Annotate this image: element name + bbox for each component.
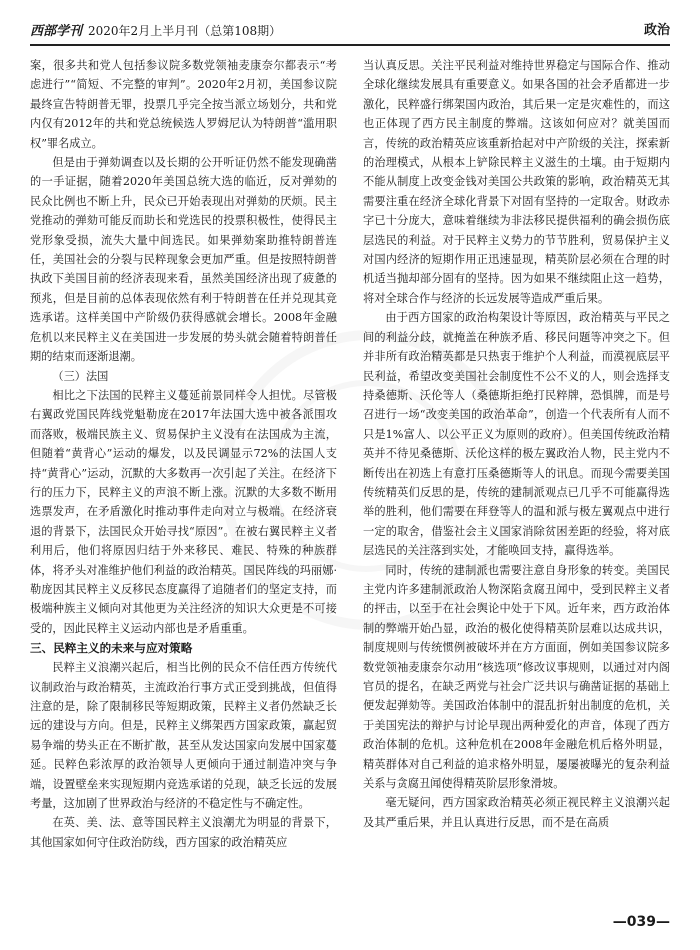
- paragraph: 当认真反思。关注平民利益对维持世界稳定与国际合作、推动全球化继续发展具有重要意义。如果各国的社会矛盾都进一步激化，民粹盛行绑架国内政治，其后果一定是灾难性的，而这也正体现了西方民主制度的弊端。这该如何应对？就美国而言，传统的政治精英应该重新拾起对中产阶级的关注，探索新的治理模式，从根本上铲除民粹主义滋生的土壤。由于短期内不能从制度上改变金钱对美国公共政策的影响，政治精英无其需要注重在经济全球化背景下对固有坚持的一定取舍。财政赤字已十分庞大，意味着继续为非法移民提供福利的确会损伤底层选民的利益。对于民粹主义势力的节节胜利，贸易保护主义对国内经济的短期作用正迅速显现，精英阶层必须在合理的时机适当抛却部分固有的坚持。因为如果不继续阻止这一趋势，将对全球合作与经济的长远发展等造成严重后果。: [363, 59, 670, 305]
- paragraph: 毫无疑问，西方国家政治精英必须正视民粹主义浪潮兴起及其严重后果，并且认真进行反思，而不是在高质: [363, 796, 670, 829]
- left-column: [30, 56, 337, 852]
- subsection-heading: （三）法国: [52, 369, 109, 383]
- paragraph: 民粹主义浪潮兴起后，相当比例的民众不信任西方传统代议制政治与政治精英，主流政治行事方式正受到挑战，但值得注意的是，除了限制移民等短期政策，民粹主义者仍然缺乏长远的建设与方向。但是，民粹主义绑架西方国家政策，赢起贸易争端的势头正在不断扩散，甚至从发达国家向发展中国家蔓延。民粹色彩浓厚的政治领导人更倾向于通过制造冲突与争端，设置壁垒来实现短期内竞选承诺的兑现，缺乏长远的发展考量，这加剧了世界政治与经济的不稳定性与不确定性。: [30, 661, 337, 811]
- paragraph: 由于西方国家的政治构架设计等原因，政治精英与平民之间的利益分歧，就掩盖在种族矛盾、移民问题等冲突之下。但并非所有政治精英都是只热衷于维护个人利益，而漠视底层平民利益，希望改变美国社会制度性不公不义的人，则会选择支持桑德斯、沃伦等人（桑德斯拒绝打民粹牌，恐惧牌，而是号召进行一场“改变美国的政治革命”，创造一个代表所有人而不只是1%富人、以公平正义为原则的政府）。但美国传统政治精英并不待见桑德斯、沃伦这样的极左翼政治人物，民主党内不断传出在初选上有意打压桑德斯等人的讯息。而现今需要美国传统精英们反思的是，传统的建制派观点已几乎不可能赢得选举的胜利，他们需要在拜登等人的温和派与极左翼观点中进行一定的取舍，借鉴社会主义国家消除贫困差距的经验，将对底层选民的关注落到实处，才能唤回支持，赢得选举。: [363, 311, 670, 558]
- journal-logo: 西部学刊: [30, 24, 83, 39]
- section-heading: 三、民粹主义的未来与应对策略: [30, 641, 193, 656]
- paragraph: 但是由于弹劾调查以及长期的公开听证仍然不能发现确凿的一手证据，随着2020年美国总统大选的临近，反对弹劾的民众比例也不断上升，民众已开始表现出对弹劾的厌烦。民主党推动的弹劾可能反而助长和党选民的投票积极性，使得民主党形象受损，流失大量中间选民。如果弹劾案助推特朗普连任，美国社会的分裂与民粹现象会更加严重。但是按照特朗普执政下美国目前的经济表现来看，虽然美国经济出现了疲惫的预兆，但是目前的总体表现依然有利于特朗普在任并兑现其竞选承诺。这样美国中产阶级仍获得感就会增长。2008年金融危机以来民粹主义在美国进一步发展的势头就会随着特朗普任期的结束而逐渐退潮。: [30, 156, 337, 364]
- issue-label: 2020年2月上半月刊（总第108期）: [88, 24, 282, 38]
- journal-info: [30, 20, 281, 39]
- right-column: [363, 56, 670, 832]
- page-header: [30, 18, 670, 42]
- paragraph: 案，很多共和党人包括参议院多数党领袖麦康奈尔都表示“考虑进行”“简短、不完整的审判”。2020年2月初，美国参议院最终宣告特朗普无罪，投票几乎完全按当派立场划分，共和党内仅有2012年的共和党总统候选人罗姆尼认为特朗普“滥用职权”罪名成立。: [30, 59, 337, 150]
- paragraph: 同时，传统的建制派也需要注意自身形象的转变。美国民主党内许多建制派政治人物深陷贪腐丑闻中，受到民粹主义者的抨击，以至于在社会舆论中处于下风。近年来，西方政治体制的弊端开始凸显，政治的极化使得精英阶层难以达成共识，制度规则与传统惯例被破坏并在方方面面，例如美国参议院多数党领袖麦康奈尔动用“核选项”修改议事规则，以通过对内阁官员的提名，在缺乏两党与社会广泛共识与确凿证据的基础上便发起弹劾等。美国政治体制中的混乱折射出制度的危机，关于美国宪法的辩护与讨论早现出两种爱化的声音，体现了西方政治体制的危机。这种危机在2008年金融危机后格外明显，精英群体对自己利益的追求格外明显，屡屡被曝光的复杂利益关系与贪腐丑闻使得精英阶层形象滑坡。: [363, 563, 670, 791]
- section-label: 政治: [643, 23, 670, 38]
- paragraph: 在英、美、法、意等国民粹主义浪潮尤为明显的背景下，其他国家如何守住政治防线，西方国家的政治精英应: [30, 816, 337, 849]
- page-number: —039—: [612, 914, 670, 930]
- paragraph: 相比之下法国的民粹主义蔓延前景同样令人担忧。尽管极右翼政党国民阵线党魁勒庞在2017年法国大选中被各派围攻而落败，极端民族主义、贸易保护主义没有在法国成为主流，但随着“黄背心”运动的爆发，以及民调显示72%的法国人支持“黄背心”运动，沉默的大多数再一次引起了关注。在经济下行的压力下，民粹主义的声浪不断上涨。沉默的大多数不断用选票发声，在矛盾激化时推动事件走向对立与极端。在经济衰退的背景下，法国民众开始寻找“原因”。在被右翼民粹主义者利用后，他们将原因归结于外来移民、难民、特殊的种族群体，将矛头对准维护他们利益的政治精英。国民阵线的玛丽娜·勒庞因其民粹主义反移民态度赢得了追随者们的坚定支持，而极端种族主义倾向对其他更为关注经济的知识大众更是不可接受的，因此民粹主义运动内部也是矛盾重重。: [30, 388, 337, 635]
- header-rule: [30, 44, 670, 46]
